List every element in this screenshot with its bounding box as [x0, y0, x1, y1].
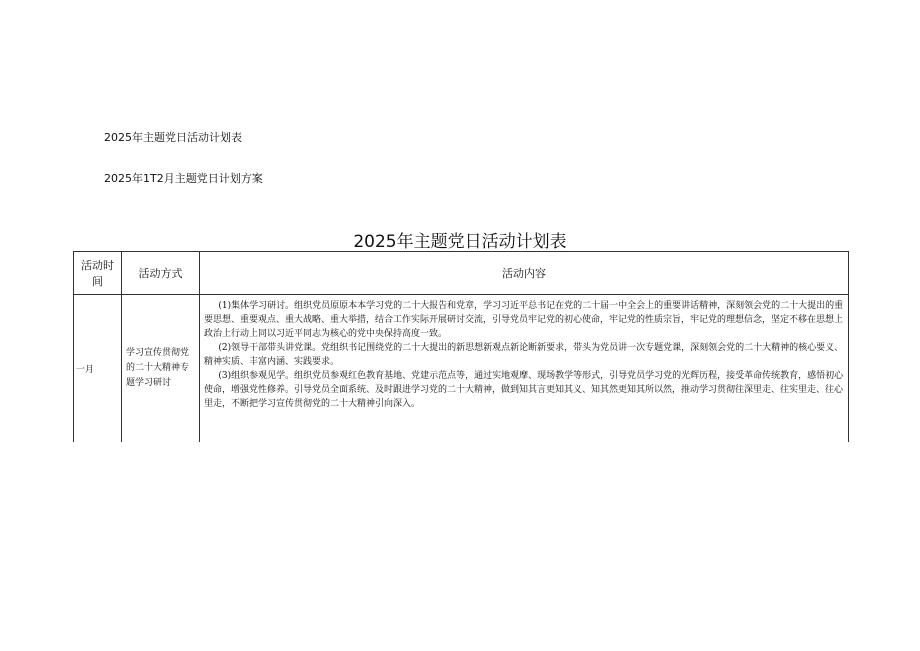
cell-method: 学习宣传贯彻党的二十大精神专题学习研讨 [122, 295, 200, 443]
cell-content [200, 295, 849, 443]
activity-plan-table [73, 251, 849, 442]
page-title: 2025年主题党日活动计划表 [353, 232, 567, 252]
table-header-row [74, 252, 849, 295]
content-paragraph-3: (3)组织参观见学。组织党员参观红色教育基地、党建示范点等，通过实地观摩、现场教学等形式，引导党员学习党的光辉历程，接受革命传统教育，感悟初心使命，增强党性修养。引导党员全面系统、及时跟进学习党的二十大精神，做到知其言更知其义、知其然更知其所以然，推动学习贯彻往深里走、往实里走、往心里走，不断把学习宣传贯彻党的二十大精神引向深入。 [204, 371, 844, 409]
header-content: 活动内容 [200, 252, 849, 295]
content-paragraph-2: (2)领导干部带头讲党课。党组织书记围绕党的二十大提出的新思想新观点新论断新要求，带头为党员讲一次专题党课，深刻领会党的二十大精神的核心要义、精神实质、丰富内涵、实践要求。 [204, 343, 844, 367]
table-row [74, 295, 849, 443]
header-time: 活动时间 [74, 252, 122, 295]
header-method: 活动方式 [122, 252, 200, 295]
doc-heading-line1: 2025年主题党日活动计划表 [104, 131, 242, 144]
doc-heading-line2: 2025年1T2月主题党日计划方案 [104, 172, 263, 185]
content-paragraph-1: (1)集体学习研讨。组织党员原原本本学习党的二十大报告和党章，学习习近平总书记在党的二十届一中全会上的重要讲话精神，深刻领会党的二十大提出的重要思想、重要观点、重大战略、重大举措，结合工作实际开展研讨交流，引导党员牢记党的初心使命，牢记党的性质宗旨，牢记党的理想信念，坚定不移在思想上政治上行动上同以习近平同志为核心的党中央保持高度一致。 [204, 301, 844, 339]
cell-month: 一月 [74, 295, 122, 443]
